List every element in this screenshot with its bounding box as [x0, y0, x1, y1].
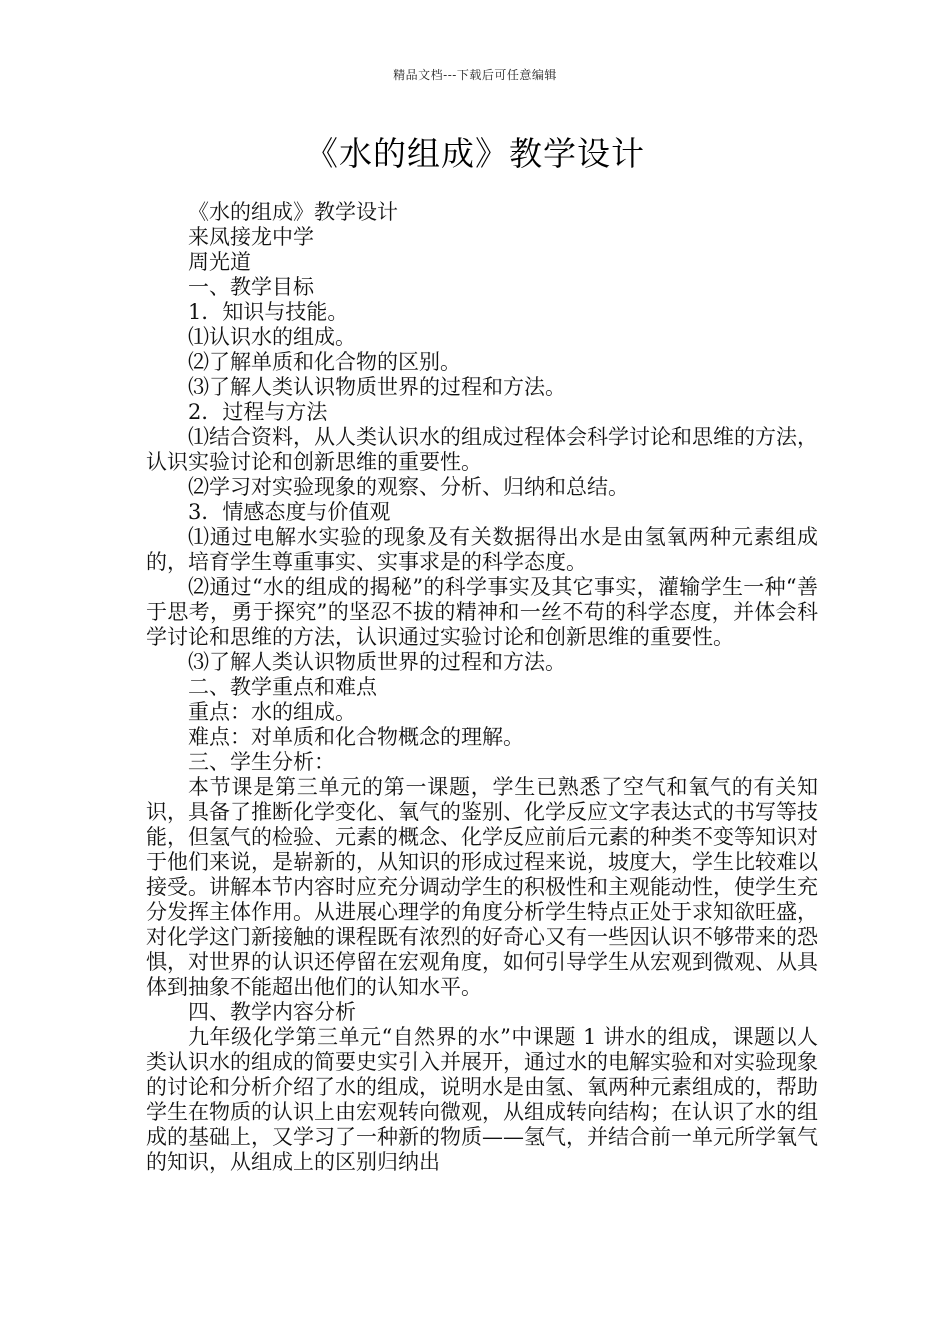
subsection-heading: 3．情感态度与价值观	[188, 500, 391, 524]
section-heading: 二、教学重点和难点	[188, 675, 377, 699]
document-body	[146, 200, 818, 1175]
paragraph: ⑶了解人类认识物质世界的过程和方法。	[188, 650, 566, 674]
paragraph: ⑵通过“水的组成的揭秘”的科学事实及其它事实，灌输学生一种“善于思考，勇于探究”的坚忍不拔的精神和一丝不苟的科学态度，并体会科学讨论和思维的方法，认识通过实验讨论和创新思维的重要性。	[146, 575, 818, 649]
paragraph: ⑵学习对实验现象的观察、分析、归纳和总结。	[188, 475, 629, 499]
paragraph: ⑴结合资料，从人类认识水的组成过程体会科学讨论和思维的方法，认识实验讨论和创新思维的重要性。	[146, 425, 818, 474]
section-heading: 一、教学目标	[188, 275, 314, 299]
paragraph: ⑴认识水的组成。	[188, 325, 356, 349]
header-note: 精品文档---下载后可任意编辑	[393, 68, 557, 82]
subsection-heading: 1．知识与技能。	[188, 300, 349, 324]
paragraph: 本节课是第三单元的第一课题，学生已熟悉了空气和氧气的有关知识，具备了推断化学变化、氧气的鉴别、化学反应文字表达式的书写等技能，但氢气的检验、元素的概念、化学反应前后元素的种类不变等知识对于他们来说，是崭新的，从知识的形成过程来说，坡度大，学生比较难以接受。讲解本节内容时应充分调动学生的积极性和主观能动性，使学生充分发挥主体作用。从进展心理学的角度分析学生特点正处于求知欲旺盛，对化学这门新接触的课程既有浓烈的好奇心又有一些因认识不够带来的恐惧，对世界的认识还停留在宏观角度，如何引导学生从宏观到微观、从具体到抽象不能超出他们的认知水平。	[146, 775, 818, 999]
section-heading: 四、教学内容分析	[188, 1000, 356, 1024]
paragraph: ⑴通过电解水实验的现象及有关数据得出水是由氢氧两种元素组成的，培育学生尊重事实、实事求是的科学态度。	[146, 525, 818, 574]
paragraph: 难点：对单质和化合物概念的理解。	[188, 725, 524, 749]
paragraph: 周光道	[188, 250, 251, 274]
section-heading: 三、学生分析：	[188, 750, 335, 774]
paragraph: ⑵了解单质和化合物的区别。	[188, 350, 461, 374]
paragraph: 九年级化学第三单元“自然界的水”中课题 1 讲水的组成，课题以人类认识水的组成的简要史实引入并展开，通过水的电解实验和对实验现象的讨论和分析介绍了水的组成，说明水是由氢、氧两种元素组成的，帮助学生在物质的认识上由宏观转向微观，从组成转向结构；在认识了水的组成的基础上，又学习了一种新的物质——氢气，并结合前一单元所学氧气的知识，从组成上的区别归纳出	[146, 1025, 818, 1174]
paragraph: 《水的组成》教学设计	[188, 200, 398, 224]
paragraph: ⑶了解人类认识物质世界的过程和方法。	[188, 375, 566, 399]
subsection-heading: 2．过程与方法	[188, 400, 328, 424]
paragraph: 来凤接龙中学	[188, 225, 314, 249]
paragraph: 重点：水的组成。	[188, 700, 356, 724]
document-title: 《水的组成》教学设计	[305, 134, 645, 173]
